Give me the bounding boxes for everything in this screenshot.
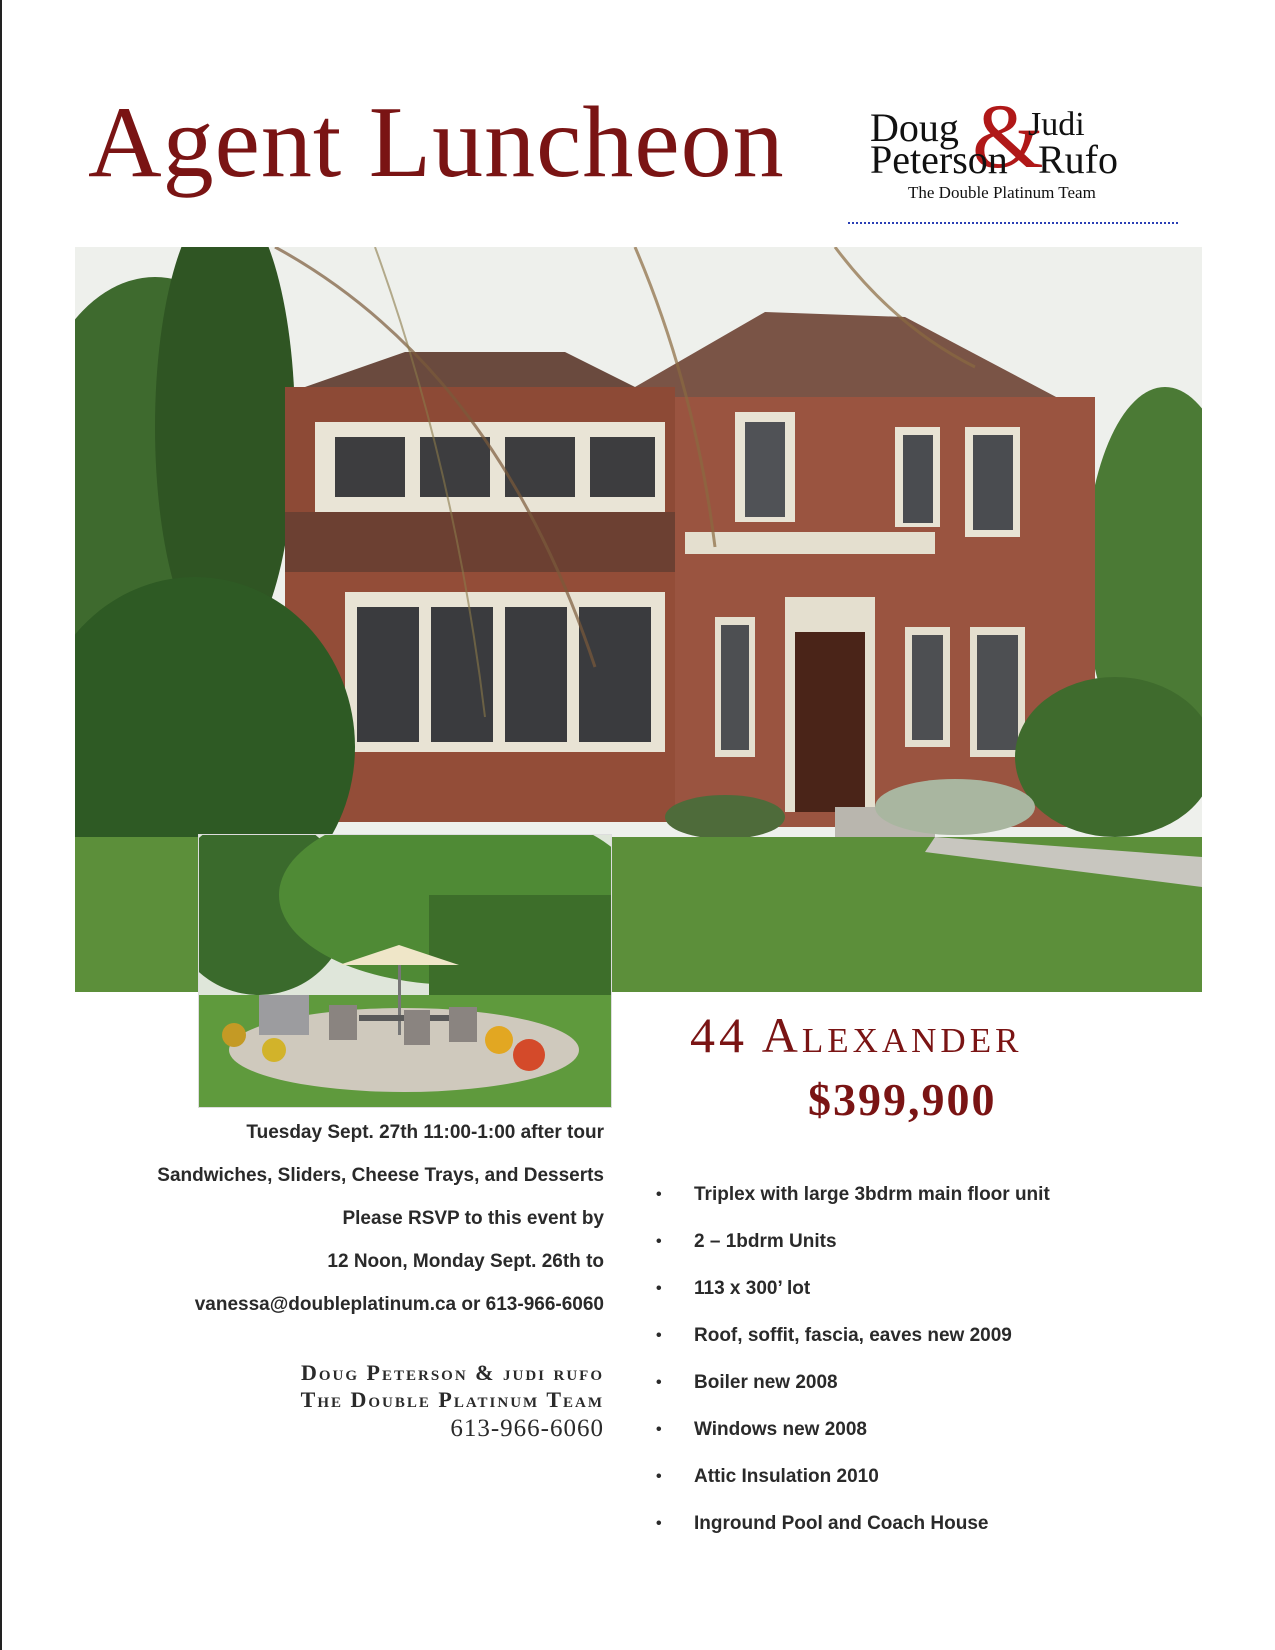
- page-border: [0, 0, 2, 1650]
- feature-text: Attic Insulation 2010: [694, 1466, 879, 1487]
- bullet-icon: •: [656, 1186, 662, 1203]
- agent-phone: 613-966-6060: [450, 1415, 604, 1442]
- listing-price: $399,900: [808, 1074, 997, 1125]
- bullet-icon: •: [656, 1468, 662, 1485]
- event-details: [110, 1118, 604, 1333]
- feature-text: Roof, soffit, fascia, eaves new 2009: [694, 1325, 1012, 1346]
- list-item: [650, 1180, 1210, 1227]
- logo-word-doug: Doug: [870, 105, 959, 150]
- bullet-icon: •: [656, 1515, 662, 1532]
- listing-address: 44 Alexander: [690, 1007, 1023, 1063]
- feature-text: 2 – 1bdrm Units: [694, 1231, 837, 1252]
- page-title: Agent Luncheon: [88, 86, 785, 199]
- list-item: [650, 1509, 1210, 1556]
- list-item: [650, 1321, 1210, 1368]
- feature-text: 113 x 300’ lot: [694, 1278, 811, 1299]
- bullet-icon: •: [656, 1280, 662, 1297]
- agent-team-name: The Double Platinum Team: [300, 1387, 604, 1412]
- event-date-line: Tuesday Sept. 27th 11:00-1:00 after tour: [246, 1122, 604, 1143]
- feature-list: [650, 1180, 1210, 1556]
- bullet-icon: •: [656, 1233, 662, 1250]
- event-contact-line: vanessa@doubleplatinum.ca or 613-966-6060: [194, 1294, 604, 1315]
- bullet-icon: •: [656, 1421, 662, 1438]
- logo-tagline: The Double Platinum Team: [908, 183, 1096, 202]
- feature-text: Triplex with large 3bdrm main floor unit: [694, 1184, 1050, 1205]
- agent-signature: [200, 1362, 604, 1441]
- logo-ampersand: &: [972, 85, 1044, 187]
- feature-text: Boiler new 2008: [694, 1372, 838, 1393]
- event-rsvp-deadline-line: 12 Noon, Monday Sept. 26th to: [327, 1251, 604, 1272]
- event-menu-line: Sandwiches, Sliders, Cheese Trays, and Desserts: [157, 1165, 604, 1186]
- team-logo: [868, 85, 1148, 210]
- patio-photo: [198, 834, 612, 1108]
- event-rsvp-line: Please RSVP to this event by: [342, 1208, 604, 1229]
- list-item: [650, 1462, 1210, 1509]
- list-item: [650, 1274, 1210, 1321]
- bullet-icon: •: [656, 1327, 662, 1344]
- agent-names: Doug Peterson & judi rufo: [300, 1360, 604, 1385]
- bullet-icon: •: [656, 1374, 662, 1391]
- logo-word-rufo: Rufo: [1038, 137, 1118, 182]
- logo-word-peterson: Peterson: [870, 137, 1008, 182]
- feature-text: Inground Pool and Coach House: [694, 1513, 989, 1534]
- list-item: [650, 1415, 1210, 1462]
- list-item: [650, 1368, 1210, 1415]
- logo-word-judi: Judi: [1028, 106, 1085, 143]
- feature-text: Windows new 2008: [694, 1419, 867, 1440]
- list-item: [650, 1227, 1210, 1274]
- header-divider: [848, 222, 1178, 224]
